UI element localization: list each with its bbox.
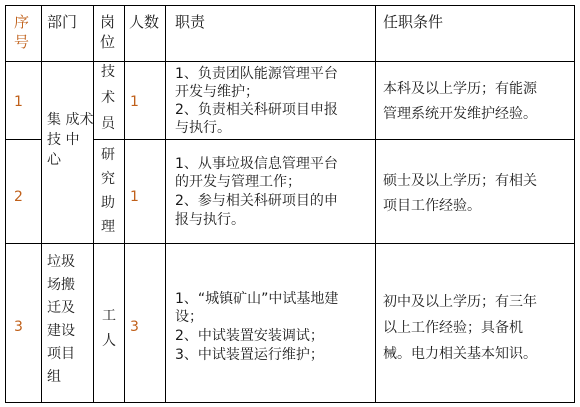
row2-post-1: 研 [101,147,115,163]
row2-duty-2: 的开发与管理工作； [175,174,301,190]
row2-post-2: 究 [101,171,115,187]
row3-post-1: 工 [102,308,116,324]
row3-req-2: 以上工作经验；具备机 [383,320,523,336]
row1-seq: 1 [14,94,23,110]
row3-seq: 3 [14,319,23,335]
row1-post-3: 员 [101,116,115,132]
row1-count: 1 [130,94,139,110]
header-seq-line2: 号 [14,33,30,51]
positions-table [5,5,575,403]
row2-post-3: 助 [101,195,115,211]
row3-req-1: 初中及以上学历；有三年 [383,294,537,310]
row2-duty-3: 2、参与相关科研项目的申 [175,193,338,209]
row1-duty-3: 2、负责相关科研项目申报 [175,102,338,118]
row3-dept-4: 建设 [47,323,75,339]
row3-post-2: 人 [102,333,116,349]
row1-post-2: 术 [101,90,115,106]
row3-dept-3: 迁及 [47,300,75,316]
merged-dept-line3: 心 [47,152,61,168]
row2-post-4: 理 [101,219,115,235]
row2-seq: 2 [14,189,23,205]
merged-dept-line1: 集 成术 [47,112,94,128]
row1-req-2: 管理系统开发维护经验。 [383,106,537,122]
row2-req-2: 项目工作经验。 [383,198,481,214]
row1-req-1: 本科及以上学历；有能源 [383,81,537,97]
header-count: 人数 [129,13,160,31]
header-post-line2: 位 [100,33,116,51]
row2-count: 1 [130,189,139,205]
row3-dept-6: 组 [47,369,61,385]
header-duty: 职责 [175,13,206,31]
row3-duty-1: 1、“城镇矿山”中试基地建 [175,291,339,307]
row3-duty-4: 3、中试装置运行维护； [175,347,324,363]
row2-duty-1: 1、从事垃圾信息管理平台 [175,156,338,172]
row1-duty-2: 开发与维护； [175,84,259,100]
header-seq-line1: 序 [14,13,30,31]
row1-duty-1: 1、负责团队能源管理平台 [175,66,338,82]
row3-req-3: 械。电力相关基本知识。 [383,346,537,362]
row3-duty-3: 2、中试装置安装调试； [175,328,324,344]
row2-duty-4: 报与执行。 [175,212,245,228]
header-post-line1: 岗 [100,13,116,31]
row1-post-1: 技 [101,64,115,80]
row3-count: 3 [130,319,139,335]
row1-duty-4: 与执行。 [175,120,231,136]
header-requirements: 任职条件 [383,13,444,31]
row3-dept-2: 场搬 [47,277,75,293]
row3-dept-1: 垃圾 [47,254,75,270]
row3-dept-5: 项目 [47,346,75,362]
row2-req-1: 硕士及以上学历；有相关 [383,173,537,189]
row3-duty-2: 设； [175,309,203,325]
merged-dept-line2: 技 中 [47,132,80,148]
header-dept: 部门 [47,13,78,31]
